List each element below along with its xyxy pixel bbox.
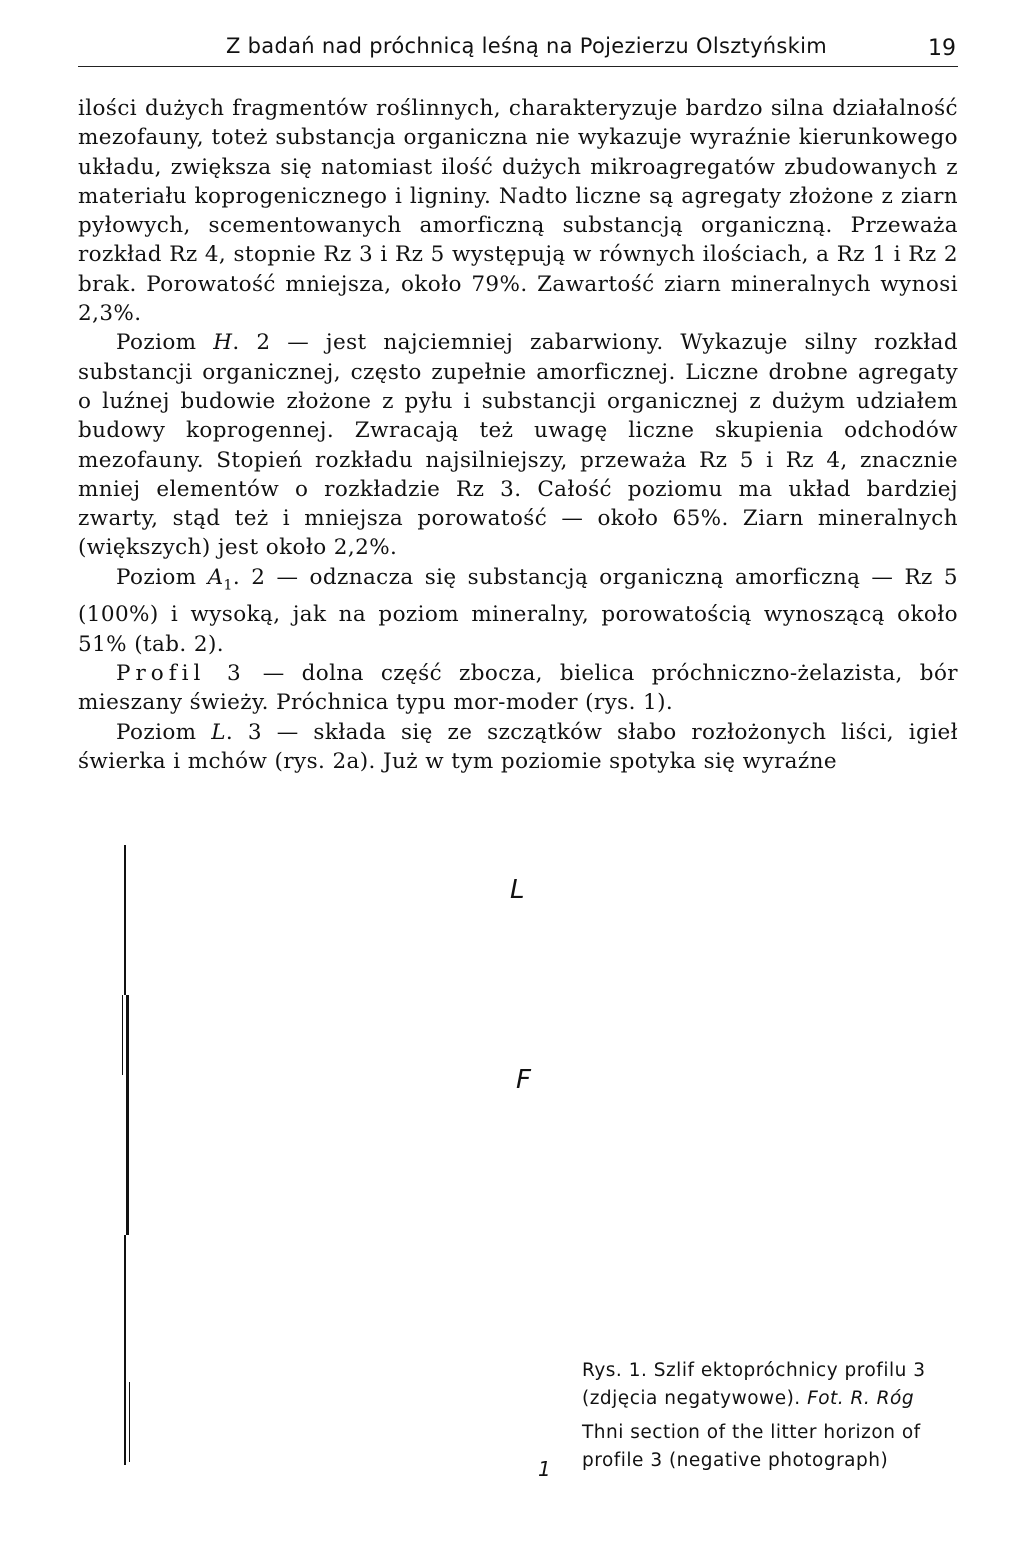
horizon-symbol: A <box>207 564 224 590</box>
running-header <box>78 30 958 67</box>
paragraph-3 <box>78 563 958 659</box>
caption-english: Thni section of the litter horizon of profile 3 (negative photograph) <box>582 1422 921 1471</box>
horizon-label: Poziom <box>116 330 214 356</box>
caption-polish <box>582 1357 962 1413</box>
caption-polish-text: Rys. 1. Szlif ektopróchnicy profilu 3 (zdjęcia negatywowe). <box>582 1360 926 1409</box>
paragraph-text: . 2 — jest najciemniej zabarwiony. Wykazuje silny rozkład substancji organicznej, często zupełnie amorficznej. Liczne drobne agregaty o luźnej budowie złożone z pyłu i substancji organicznej z dużym udziałem budowy koprogennej. Zwracają też uwagę liczne skupienia odchodów mezofauny. Stopień rozkładu najsilniejszy, przeważa Rz 5 i Rz 4, znacznie mniej elementów o rozkładzie Rz 3. Całość poziomu ma układ bardziej zwarty, stąd też i mniejsza porowatość — około 65%. Ziarn mineralnych (większych) jest około 2,2%. <box>78 330 958 561</box>
figure-label-f: F <box>516 1065 531 1095</box>
horizon-label: Poziom <box>116 564 208 590</box>
caption-credit: Fot. R. Róg <box>807 1388 915 1409</box>
horizon-label: Poziom <box>116 719 212 745</box>
figure-photograph <box>118 845 551 1495</box>
running-title: Z badań nad próchnicą leśną na Pojezierzu Olsztyńskim <box>226 34 827 58</box>
paragraph-5 <box>78 718 958 777</box>
horizon-symbol: L <box>211 719 226 745</box>
page-number: 19 <box>928 36 956 61</box>
paragraph-2 <box>78 328 958 562</box>
paragraph-text: . 2 — odznacza się substancją organiczną amorficzną — Rz 5 (100%) i wysoką, jak na poziom mineralny, porowatością wynoszącą około 51% (tab. 2). <box>78 564 958 657</box>
paragraph-4 <box>78 659 958 718</box>
paragraph-1: ilości dużych fragmentów roślinnych, charakteryzuje bardzo silna działalność mezofauny, toteż substancja organiczna nie wykazuje wyraźnie kierunkowego układu, zwiększa się natomiast ilość dużych mikroagregatów zbudowanych z materiału koprogenicznego i ligniny. Nadto liczne są agregaty złożone z ziarn pyłowych, scementowanych amorficzną substancją organiczną. Przeważa rozkład Rz 4, stopnie Rz 3 i Rz 5 występują w równych ilościach, a Rz 1 i Rz 2 brak. Porowatość mniejsza, około 79%. Zawartość ziarn mineralnych wynosi 2,3%. <box>78 96 958 327</box>
figure-caption <box>582 1357 962 1475</box>
horizon-symbol: H <box>213 330 233 356</box>
figure-edge-line <box>129 1382 130 1462</box>
figure-edge-line <box>124 1382 126 1462</box>
figure-label-l: L <box>510 875 525 905</box>
profile-label: Profil 3 <box>116 660 246 686</box>
horizon-subscript: 1 <box>223 577 233 594</box>
figure-edge-line <box>126 995 129 1235</box>
figure-edge-line <box>122 995 123 1075</box>
paragraph-text: — dolna część zbocza, bielica próchniczno-żelazista, bór mieszany świeży. Próchnica typu mor-moder (rys. 1). <box>78 660 958 716</box>
figure-label-1: 1 <box>538 1457 551 1481</box>
body-text <box>78 94 958 776</box>
figure-edge-line <box>124 845 126 995</box>
paragraph-text: . 3 — składa się ze szczątków słabo rozłożonych liści, igieł świerka i mchów (rys. 2a). Już w tym poziomie spotyka się wyraźne <box>78 719 958 774</box>
